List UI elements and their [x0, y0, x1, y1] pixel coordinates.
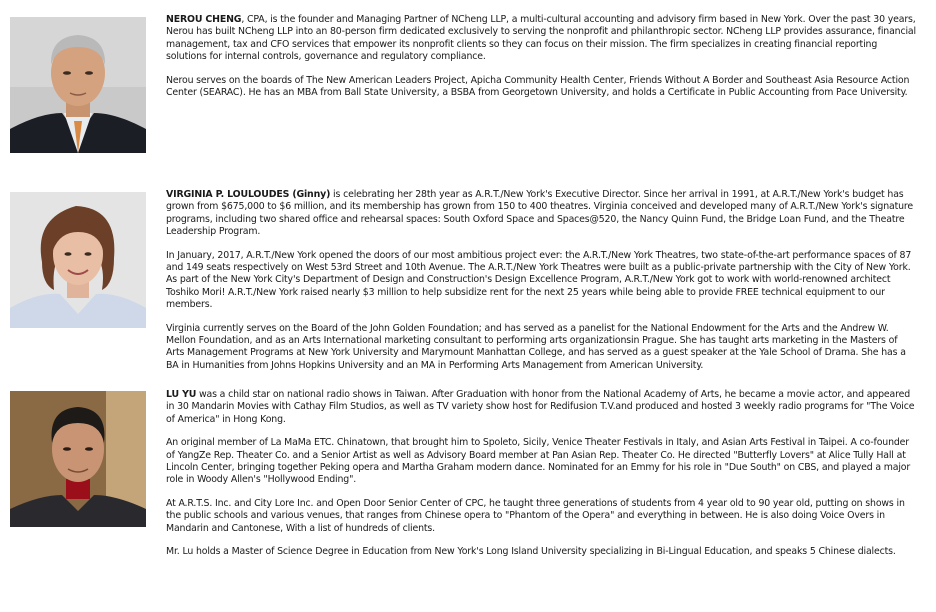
bio-paragraph: Nerou serves on the boards of The New American Leaders Project, Apicha Community Health Center, Friends Without A Border and Southeast Asia Resource Action Center (SEARAC). He has an MBA from Ball State University, a BSBA from Georgetown University, and holds a Certificate in Public Accounting from Pace University.	[166, 74, 910, 99]
portrait-photo-virginia-louloudes	[10, 192, 146, 328]
person-name: NEROU CHENG	[166, 14, 242, 25]
bio-paragraph: VIRGINIA P. LOULOUDES (Ginny) is celebrating her 28th year as A.R.T./New York's Executive Director. Since her arrival in 1991, at A.R.T./New York's budget has grown from $675,000 to $6 million, and its membership has grown from 150 to 400 theatres. Virginia conceived and developed many of A.R.T./New York's signature programs, including two shared office and rehearsal spaces: South Oxford Space and Spaces@520, the Nancy Quinn Fund, the Bridge Loan Fund, and the Theatre Leadership Program.	[166, 189, 914, 238]
bio-paragraph: In January, 2017, A.R.T./New York opened the doors of our most ambitious project ever: the A.R.T./New York Theatres, two state-of-the-art performance spaces of 87 and 149 seats respectively on West 53rd Street and 10th Avenue. The A.R.T./New York Theatres were built as a public-private partnership with the City of New York. As part of the New York City's Department of Design and Construction's Design Excellence Program, A.R.T./New York got to work with world-renowned architect Toshiko Mori! A.R.T./New York raised nearly $3 million to help subsidize rent for the next 25 years while being able to provide FREE technical equipment to our members.	[166, 249, 912, 311]
person-name: LU YU	[166, 389, 197, 400]
bio-paragraph: NEROU CHENG, CPA, is the founder and Managing Partner of NCheng LLP, a multi-cultural accounting and advisory firm based in New York. Over the past 30 years, Nerou has built NCheng LLP into an 80-person firm dedicated exclusively to serving the nonprofit and philanthropic sector. NCheng LLP provides assurance, financial management, tax and CFO services that empower its nonprofit clients so they can focus on their mission. The firm specializes in creating financial reporting solutions for internal controls, governance and regulatory compliance.	[166, 14, 916, 63]
person-name: VIRGINIA P. LOULOUDES (Ginny)	[166, 189, 331, 200]
portrait-photo-lu-yu	[10, 391, 146, 527]
bio-text	[166, 14, 918, 99]
bio-paragraph: Mr. Lu holds a Master of Science Degree in Education from New York's Long Island University specializing in Bi-Lingual Education, and speaks 5 Chinese dialects.	[166, 546, 896, 558]
bio-paragraph: Virginia currently serves on the Board of the John Golden Foundation; and has served as a panelist for the National Endowment for the Arts and the Andrew W. Mellon Foundation, and as an Arts International marketing consultant to performing arts organizationsin Prague. She has taught arts marketing in the Masters of Arts Management Programs at New York University and Marymount Manhattan College, and has served as a guest speaker at the Yale School of Drama. She has a BA in Humanities from Johns Hopkins University and an MA in Performing Arts Management from American University.	[166, 322, 906, 371]
bio-text	[166, 189, 918, 372]
portrait-photo-nerou-cheng	[10, 17, 146, 153]
bio-paragraph: An original member of La MaMa ETC. Chinatown, that brought him to Spoleto, Sicily, Venice Theater Festivals in Italy, and Asian Arts Festival in Taipei. A co-founder of YangZe Rep. Theater Co. and a Senior Artist as well as Advisory Board member at Pan Asian Rep. Theater Co. He directed "Butterfly Lovers" at Alice Tully Hall at Lincoln Center, bringing together Peking opera and Martha Graham modern dance. Nominated for an Emmy for his role in "Due South" on CBS, and played a major role in Woody Allen's "Hollywood Ending".	[166, 437, 911, 486]
bio-paragraph: At A.R.T.S. Inc. and City Lore Inc. and Open Door Senior Center of CPC, he taught three generations of students from 4 year old to 90 year old, putting on shows in the public schools and various venues, that ranges from Chinese opera to "Phantom of the Opera" and everything in between. He is also doing Voice Overs in Mandarin and Cantonese, With a list of hundreds of clients.	[166, 497, 905, 534]
bio-paragraph: LU YU was a child star on national radio shows in Taiwan. After Graduation with honor from the National Academy of Arts, he became a movie actor, and appeared in 30 Mandarin Movies with Cathay Film Studios, as well as TV variety show host for Redifusion T.V.and produced and hosted 3 weekly radio programs for "The Voice of America" in Hong Kong.	[166, 389, 915, 425]
bio-text	[166, 389, 918, 558]
